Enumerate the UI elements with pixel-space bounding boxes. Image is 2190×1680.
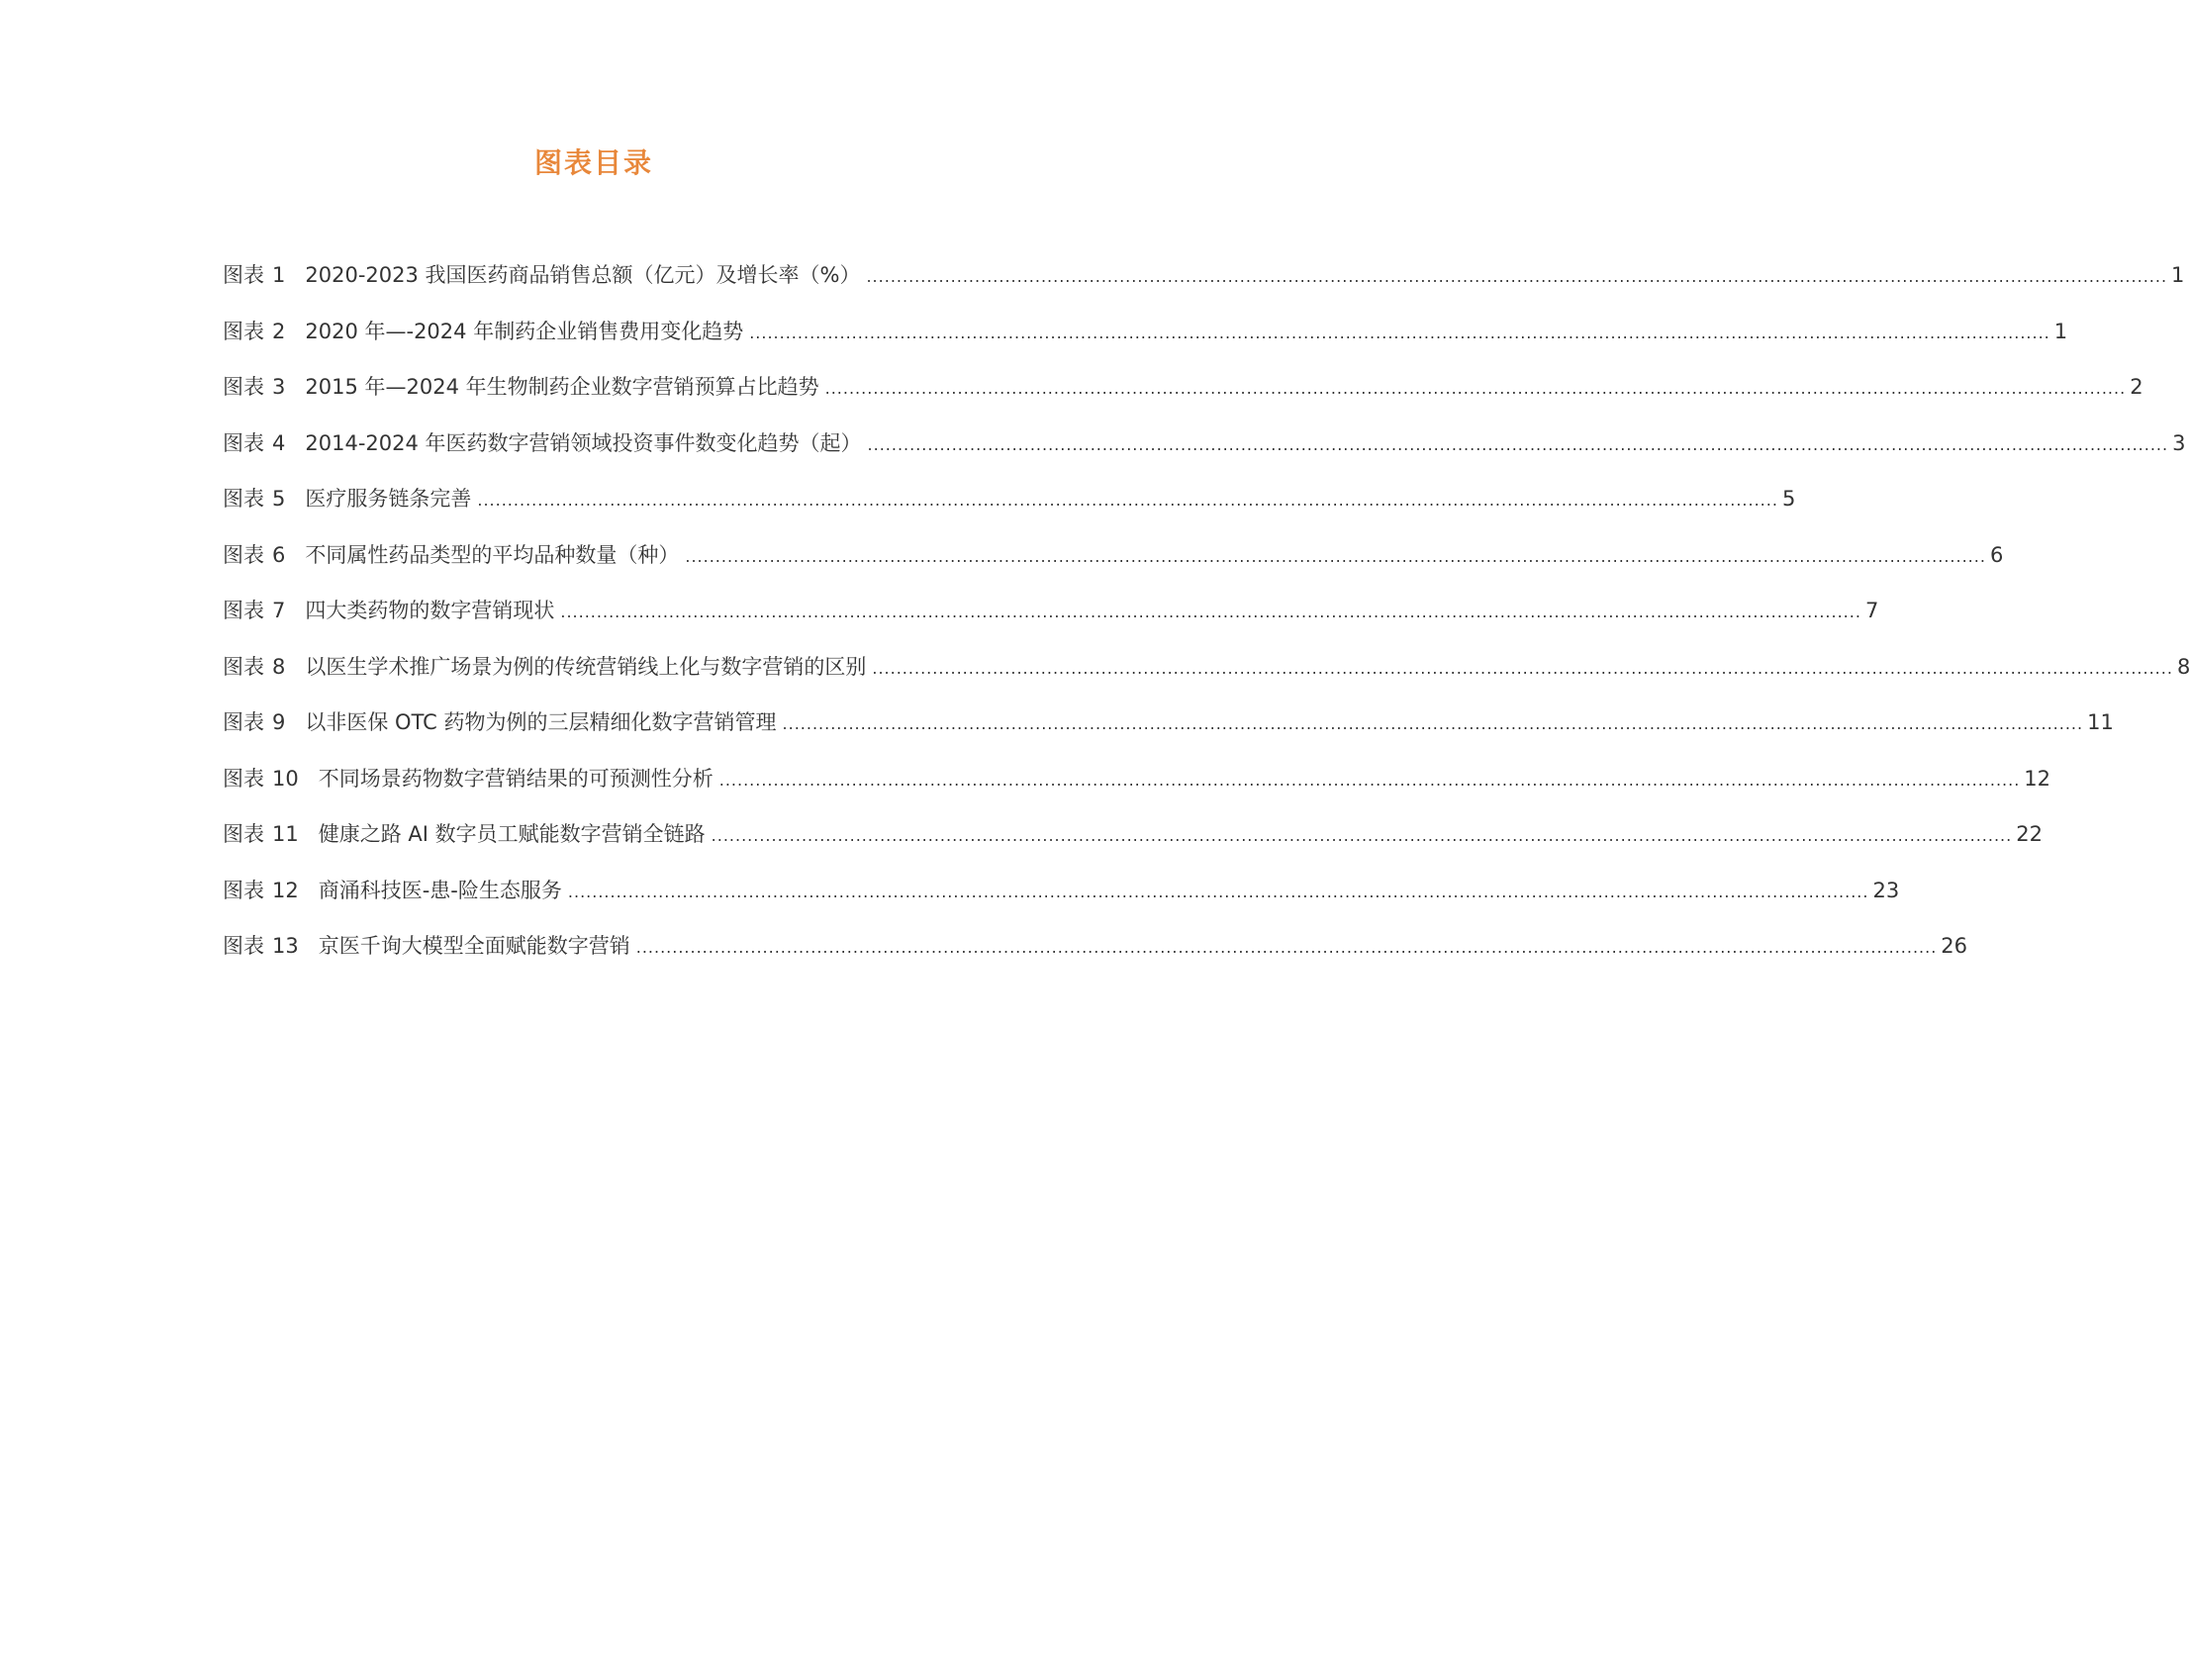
- toc-entry[interactable]: [223, 318, 2068, 374]
- toc-entry-label: [223, 541, 285, 569]
- toc-entry-label-text: 图表: [223, 766, 264, 791]
- toc-dot-leader: [685, 541, 1986, 571]
- toc-entry-number: 1: [272, 263, 286, 287]
- toc-entry-number: 9: [272, 710, 286, 734]
- toc-entry-label-text: 图表: [223, 654, 264, 679]
- toc-entry-title: 不同属性药品类型的平均品种数量（种）: [305, 542, 680, 567]
- toc-entry-number: 11: [272, 822, 299, 846]
- toc-entry-page-number: 26: [1941, 934, 1968, 958]
- toc-entry-page-number: 7: [1864, 599, 1879, 622]
- toc-entry-label: [223, 429, 285, 457]
- toc-entry-page-number: 1: [2171, 263, 2185, 287]
- toc-entry-page-number: 11: [2087, 710, 2114, 734]
- toc-entry-label: [223, 485, 285, 513]
- toc-entry-label-text: 图表: [223, 822, 264, 846]
- toc-entry-label-text: 图表: [223, 375, 264, 399]
- toc-entry-label: [223, 653, 285, 681]
- toc-entry-number: 2: [272, 319, 286, 343]
- toc-entry-title: 四大类药物的数字营销现状: [305, 599, 555, 622]
- toc-entry-number: 6: [272, 542, 286, 567]
- toc-entry[interactable]: [223, 877, 1900, 933]
- toc-entry-page-number: 6: [1989, 542, 2004, 567]
- toc-entry-label-text: 图表: [223, 263, 264, 287]
- toc-entry-label: [223, 318, 285, 345]
- toc-entry-number: 8: [272, 654, 286, 679]
- toc-entry[interactable]: [223, 429, 2186, 486]
- toc-entry-title: 2020 年—-2024 年制药企业销售费用变化趋势: [305, 319, 744, 343]
- toc-entry-title: 不同场景药物数字营销结果的可预测性分析: [318, 766, 714, 791]
- toc-entry-title: 以医生学术推广场景为例的传统营销线上化与数字营销的区别: [305, 654, 867, 679]
- toc-entry-title: 以非医保 OTC 药物为例的三层精细化数字营销管理: [305, 710, 777, 734]
- toc-entry-page-number: 8: [2176, 654, 2190, 679]
- toc-entry[interactable]: [223, 708, 2114, 765]
- toc-entry-label-text: 图表: [223, 934, 264, 958]
- toc-entry[interactable]: [223, 541, 2004, 598]
- toc-entry-title: 2015 年—2024 年生物制药企业数字营销预算占比趋势: [305, 375, 819, 399]
- toc-entry[interactable]: [223, 373, 2143, 429]
- toc-entry-label-text: 图表: [223, 599, 264, 622]
- toc-entry[interactable]: [223, 765, 2051, 821]
- figure-toc-list: [223, 261, 2190, 988]
- page-title: 图表目录: [533, 146, 653, 179]
- toc-entry-label-text: 图表: [223, 487, 264, 511]
- toc-entry[interactable]: [223, 653, 2190, 709]
- toc-entry-label: [223, 765, 299, 793]
- toc-dot-leader: [477, 485, 1778, 514]
- toc-entry-page-number: 5: [1781, 487, 1796, 511]
- toc-entry-label: [223, 708, 285, 736]
- toc-dot-leader: [825, 373, 2127, 403]
- toc-entry-label-text: 图表: [223, 710, 264, 734]
- toc-dot-leader: [868, 429, 2169, 459]
- toc-entry[interactable]: [223, 485, 1796, 541]
- toc-dot-leader: [866, 261, 2167, 291]
- toc-entry-page-number: 2: [2130, 375, 2143, 399]
- toc-dot-leader: [560, 597, 1861, 626]
- toc-entry-number: 4: [272, 430, 286, 455]
- toc-entry-page-number: 23: [1872, 878, 1900, 902]
- toc-entry-number: 12: [272, 878, 299, 902]
- toc-entry-page-number: 1: [2053, 319, 2068, 343]
- toc-entry[interactable]: [223, 820, 2043, 877]
- toc-entry-title: 医疗服务链条完善: [305, 487, 472, 511]
- toc-entry-number: 10: [272, 766, 299, 791]
- toc-entry-label: [223, 261, 285, 289]
- toc-dot-leader: [783, 708, 2084, 738]
- toc-entry-label: [223, 373, 285, 401]
- toc-entry-label-text: 图表: [223, 319, 264, 343]
- toc-entry-label: [223, 877, 299, 904]
- toc-entry-page-number: 12: [2024, 766, 2051, 791]
- toc-entry-label: [223, 597, 285, 624]
- toc-entry-title: 京医千询大模型全面赋能数字营销: [318, 934, 630, 958]
- toc-entry-title: 商涌科技医-患-险生态服务: [318, 878, 562, 902]
- toc-dot-leader: [568, 877, 1869, 906]
- toc-dot-leader: [719, 765, 2021, 794]
- toc-entry-label: [223, 820, 299, 848]
- toc-entry[interactable]: [223, 597, 1879, 653]
- toc-entry-page-number: 22: [2016, 822, 2043, 846]
- toc-entry-number: 13: [272, 934, 299, 958]
- toc-entry-title: 健康之路 AI 数字员工赋能数字营销全链路: [318, 822, 706, 846]
- toc-entry-label-text: 图表: [223, 542, 264, 567]
- toc-entry-number: 7: [272, 599, 286, 622]
- toc-entry-label-text: 图表: [223, 878, 264, 902]
- toc-entry[interactable]: [223, 932, 1968, 988]
- toc-dot-leader: [636, 932, 1938, 962]
- toc-entry-number: 5: [272, 487, 286, 511]
- toc-entry-label-text: 图表: [223, 430, 264, 455]
- toc-entry-label: [223, 932, 299, 960]
- toc-entry-title: 2014-2024 年医药数字营销领域投资事件数变化趋势（起）: [305, 430, 862, 455]
- toc-entry[interactable]: [223, 261, 2185, 318]
- toc-dot-leader: [712, 820, 2013, 850]
- toc-dot-leader: [872, 653, 2173, 683]
- toc-entry-title: 2020-2023 我国医药商品销售总额（亿元）及增长率（%）: [305, 263, 861, 287]
- toc-entry-page-number: 3: [2172, 430, 2186, 455]
- toc-entry-number: 3: [272, 375, 286, 399]
- toc-dot-leader: [749, 318, 2050, 347]
